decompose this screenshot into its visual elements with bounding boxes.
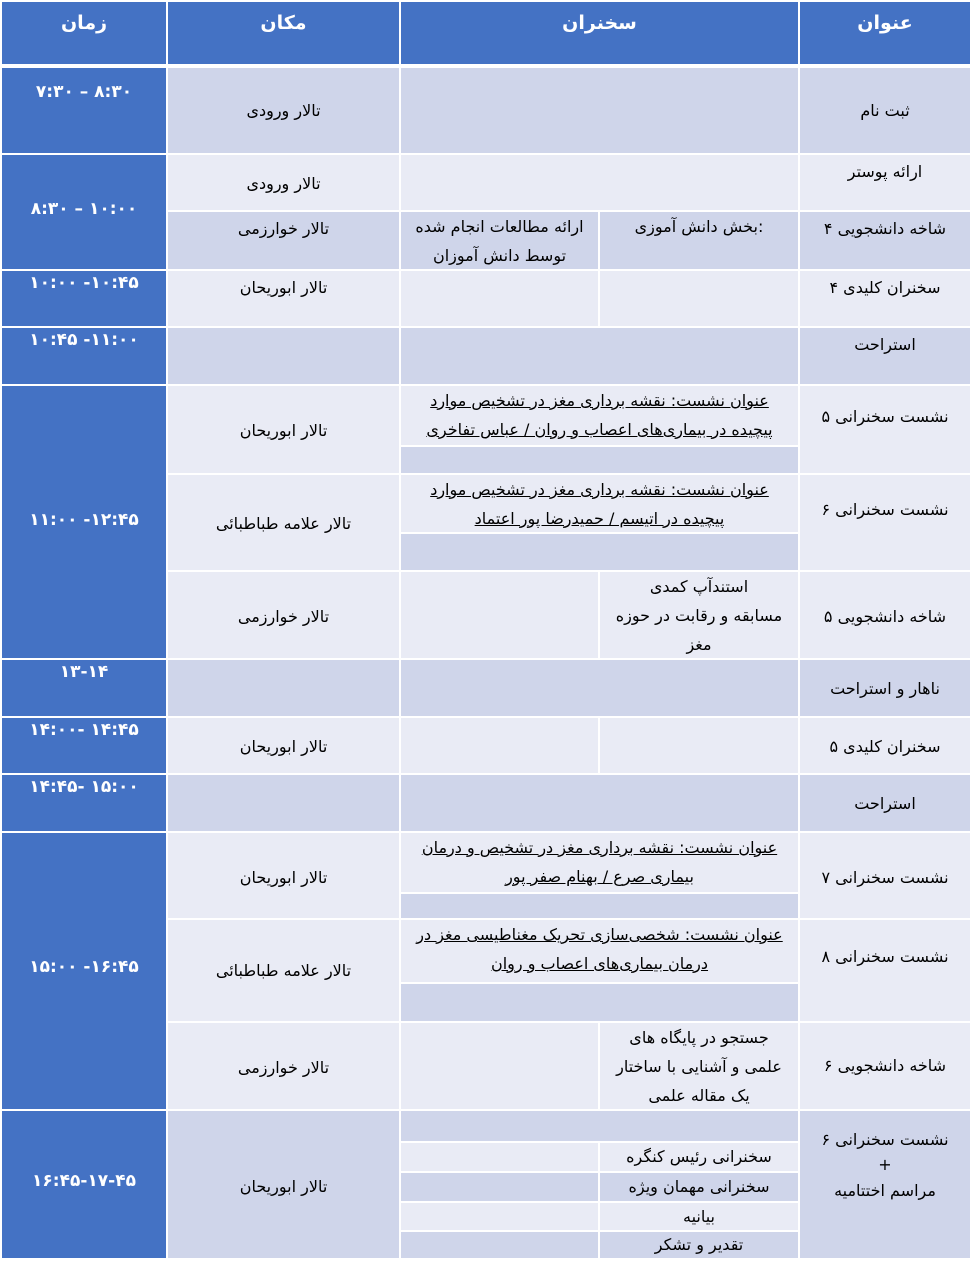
header-speakers: سخنران: [401, 2, 798, 64]
time-cell: ۱۴:۰۰- ۱۴:۴۵: [2, 718, 166, 773]
time-cell: ۱۰:۰۰ -۱۰:۴۵: [2, 271, 166, 326]
title-cell: شاخه دانشجویی ۶: [800, 1023, 970, 1109]
place-cell: تالار خوارزمی: [168, 1023, 399, 1109]
place-cell: تالار ورودی: [168, 155, 399, 210]
speaker-cell-right: [600, 1023, 798, 1109]
title-cell: [800, 1111, 970, 1258]
speaker-line: عنوان نشست: نقشه برداری مغز در تشخیص موارد: [430, 480, 769, 499]
speaker-subcell: [401, 1143, 598, 1171]
speaker-cell-left: [401, 271, 598, 326]
title-cell: نشست سخنرانی ۵: [800, 386, 970, 473]
speaker-subcell: [401, 984, 798, 1021]
closing-item: تقدیر و تشکر: [600, 1232, 798, 1258]
speaker-line: ارائه مطالعات انجام شده: [415, 217, 584, 236]
header-time: زمان: [2, 2, 166, 64]
time-cell: ۷:۳۰ – ۸:۳۰: [2, 68, 166, 153]
title-cell: شاخه دانشجویی ۴: [800, 212, 970, 269]
speaker-cell: [401, 68, 798, 153]
place-cell: [168, 660, 399, 716]
title-line: +: [878, 1155, 892, 1174]
speaker-cell-left: [401, 1023, 598, 1109]
speaker-cell: [401, 775, 798, 831]
time-cell: ۱۴:۴۵- ۱۵:۰۰: [2, 775, 166, 831]
time-cell: ۱۶:۴۵-۱۷-۴۵: [2, 1111, 166, 1258]
place-cell: [168, 328, 399, 384]
speaker-cell: [401, 475, 798, 532]
title-cell: ثبت نام: [800, 68, 970, 153]
speaker-cell-left: [401, 572, 598, 658]
speaker-cell: [401, 920, 798, 982]
speaker-line: عنوان نشست: نقشه برداری مغز در تشخیص و درمان: [421, 838, 778, 857]
speaker-line: مسابقه و رقابت در حوزه: [615, 606, 783, 625]
speaker-line: بیماری صرع / بهنام صفر پور: [505, 867, 694, 886]
title-line: نشست سخنرانی ۶: [821, 1130, 949, 1149]
speaker-line: پیچیده در بیماری‌های اعصاب و روان / عباس تفاخری: [426, 420, 773, 439]
title-line: مراسم اختتامیه: [834, 1181, 936, 1200]
title-cell: ارائه پوستر: [800, 155, 970, 210]
speaker-line: پیچیده در اتیسم / حمیدرضا پور اعتماد: [474, 509, 725, 528]
place-cell: تالار ابوریحان: [168, 718, 399, 773]
place-cell: تالار خوارزمی: [168, 572, 399, 658]
speaker-line: عنوان نشست: نقشه برداری مغز در تشخیص موارد: [430, 391, 769, 410]
speaker-subcell: [401, 1111, 798, 1141]
header-place: مکان: [168, 2, 399, 64]
speaker-subcell: [401, 1203, 598, 1230]
title-cell: استراحت: [800, 328, 970, 384]
time-cell: ۱۵:۰۰ -۱۶:۴۵: [2, 833, 166, 1109]
speaker-cell-left: [401, 718, 598, 773]
title-cell: شاخه دانشجویی ۵: [800, 572, 970, 658]
place-cell: تالار ابوریحان: [168, 833, 399, 918]
speaker-line: توسط دانش آموزان: [432, 246, 567, 265]
time-cell: ۱۳-۱۴: [2, 660, 166, 716]
title-cell: ناهار و استراحت: [800, 660, 970, 716]
title-cell: نشست سخنرانی ۷: [800, 833, 970, 918]
title-cell: سخنران کلیدی ۵: [800, 718, 970, 773]
closing-item: بیانیه: [600, 1203, 798, 1230]
speaker-line: مغز: [686, 635, 712, 654]
speaker-subcell: [401, 1173, 598, 1201]
time-cell: ۸:۳۰ – ۱۰:۰۰: [2, 155, 166, 269]
speaker-cell-right: [600, 572, 798, 658]
time-cell: ۱۱:۰۰ -۱۲:۴۵: [2, 386, 166, 658]
speaker-cell-right: بخش دانش آموزی:: [600, 212, 798, 269]
speaker-line: علمی و آشنایی با ساختار: [616, 1057, 782, 1076]
place-cell: تالار ابوریحان: [168, 386, 399, 473]
speaker-cell: [401, 833, 798, 892]
speaker-cell: [401, 328, 798, 384]
header-title: عنوان: [800, 2, 970, 64]
speaker-cell-right: [600, 718, 798, 773]
speaker-line: یک مقاله علمی: [648, 1086, 750, 1105]
title-cell: نشست سخنرانی ۸: [800, 920, 970, 1021]
speaker-line: جستجو در پایگاه های: [629, 1028, 769, 1047]
closing-item: سخنرانی رئیس کنگره: [600, 1143, 798, 1171]
place-cell: تالار خوارزمی: [168, 212, 399, 269]
speaker-subcell: [401, 534, 798, 570]
speaker-line: عنوان نشست: شخصی‌سازی تحریک مغناطیسی مغز در: [416, 925, 783, 944]
speaker-subcell: [401, 447, 798, 473]
speaker-subcell: [401, 894, 798, 918]
title-cell: سخنران کلیدی ۴: [800, 271, 970, 326]
speaker-subcell: [401, 1232, 598, 1258]
title-cell: استراحت: [800, 775, 970, 831]
speaker-cell: [401, 660, 798, 716]
place-cell: تالار ابوریحان: [168, 1111, 399, 1258]
time-cell: ۱۰:۴۵ -۱۱:۰۰: [2, 328, 166, 384]
place-cell: تالار ابوریحان: [168, 271, 399, 326]
speaker-line: استندآپ کمدی: [649, 577, 749, 596]
speaker-cell-left: [401, 212, 598, 269]
place-cell: تالار علامه طباطبائی: [168, 920, 399, 1021]
speaker-line: درمان بیماری‌های اعصاب و روان: [490, 954, 709, 973]
speaker-cell-right: [600, 271, 798, 326]
speaker-cell: [401, 386, 798, 445]
title-cell: نشست سخنرانی ۶: [800, 475, 970, 570]
closing-item: سخنرانی مهمان ویژه: [600, 1173, 798, 1201]
place-cell: [168, 775, 399, 831]
place-cell: تالار علامه طباطبائی: [168, 475, 399, 570]
speaker-cell: [401, 155, 798, 210]
place-cell: تالار ورودی: [168, 68, 399, 153]
